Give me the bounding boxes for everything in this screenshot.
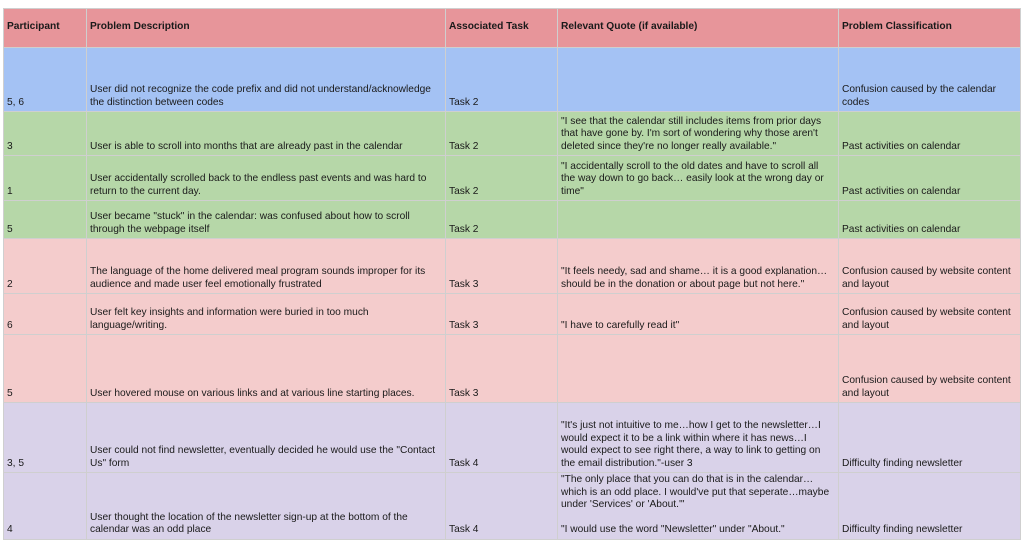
cell-quote: "I see that the calendar still includes items from prior days that have gone by. I'm sort of wondering why those aren't deleted since they're no longer really available." — [558, 112, 839, 156]
cell-task: Task 2 — [446, 48, 558, 112]
cell-classification: Difficulty finding newsletter — [839, 473, 1021, 540]
cell-task: Task 3 — [446, 294, 558, 335]
cell-quote — [558, 335, 839, 403]
header-row — [4, 9, 1021, 48]
header-participant: Participant — [4, 9, 87, 48]
cell-participant: 5 — [4, 335, 87, 403]
header-associated-task: Associated Task — [446, 9, 558, 48]
cell-classification: Past activities on calendar — [839, 156, 1021, 201]
cell-quote — [558, 48, 839, 112]
cell-participant: 6 — [4, 294, 87, 335]
cell-participant: 5 — [4, 201, 87, 239]
table-row — [4, 239, 1021, 294]
cell-classification: Confusion caused by website content and layout — [839, 239, 1021, 294]
cell-classification: Past activities on calendar — [839, 201, 1021, 239]
header-problem-description: Problem Description — [87, 9, 446, 48]
table-row — [4, 335, 1021, 403]
cell-quote — [558, 201, 839, 239]
cell-participant: 2 — [4, 239, 87, 294]
cell-quote: "The only place that you can do that is in the calendar…which is an odd place. I would've put that seperate…maybe under 'Services' or 'About.'" "I would use the word "Newsletter" under "About." — [558, 473, 839, 540]
cell-problem: User accidentally scrolled back to the endless past events and was hard to return to the current day. — [87, 156, 446, 201]
cell-participant: 3 — [4, 112, 87, 156]
cell-problem: User did not recognize the code prefix and did not understand/acknowledge the distinction between codes — [87, 48, 446, 112]
cell-task: Task 3 — [446, 335, 558, 403]
cell-task: Task 2 — [446, 112, 558, 156]
table-row — [4, 156, 1021, 201]
cell-classification: Difficulty finding newsletter — [839, 403, 1021, 473]
cell-participant: 5, 6 — [4, 48, 87, 112]
cell-quote: "I have to carefully read it" — [558, 294, 839, 335]
table-row — [4, 48, 1021, 112]
table-row — [4, 403, 1021, 473]
cell-quote: "It's just not intuitive to me…how I get to the newsletter…I would expect it to be a link within where it has news…I would expect to see right there, a way to link to getting on the email distribution."-user 3 — [558, 403, 839, 473]
cell-participant: 3, 5 — [4, 403, 87, 473]
cell-problem: User became "stuck" in the calendar: was confused about how to scroll through the webpage itself — [87, 201, 446, 239]
cell-classification: Confusion caused by website content and layout — [839, 335, 1021, 403]
usability-findings-table — [3, 8, 1021, 540]
cell-task: Task 3 — [446, 239, 558, 294]
cell-problem: User thought the location of the newsletter sign-up at the bottom of the calendar was an odd place — [87, 473, 446, 540]
cell-participant: 1 — [4, 156, 87, 201]
header-relevant-quote: Relevant Quote (if available) — [558, 9, 839, 48]
cell-classification: Confusion caused by the calendar codes — [839, 48, 1021, 112]
cell-problem: The language of the home delivered meal program sounds improper for its audience and made user feel emotionally frustrated — [87, 239, 446, 294]
cell-task: Task 4 — [446, 473, 558, 540]
cell-task: Task 2 — [446, 156, 558, 201]
cell-problem: User could not find newsletter, eventually decided he would use the "Contact Us" form — [87, 403, 446, 473]
cell-task: Task 2 — [446, 201, 558, 239]
cell-classification: Confusion caused by website content and layout — [839, 294, 1021, 335]
cell-problem: User is able to scroll into months that are already past in the calendar — [87, 112, 446, 156]
cell-quote: "I accidentally scroll to the old dates and have to scroll all the way down to go back… easily look at the wrong day or time" — [558, 156, 839, 201]
table-row — [4, 294, 1021, 335]
table-row — [4, 112, 1021, 156]
header-problem-classification: Problem Classification — [839, 9, 1021, 48]
cell-participant: 4 — [4, 473, 87, 540]
cell-quote: "It feels needy, sad and shame… it is a good explanation… should be in the donation or about page but not here." — [558, 239, 839, 294]
table-row — [4, 473, 1021, 540]
cell-classification: Past activities on calendar — [839, 112, 1021, 156]
cell-problem: User hovered mouse on various links and at various line starting places. — [87, 335, 446, 403]
table-row — [4, 201, 1021, 239]
cell-task: Task 4 — [446, 403, 558, 473]
cell-problem: User felt key insights and information were buried in too much language/writing. — [87, 294, 446, 335]
